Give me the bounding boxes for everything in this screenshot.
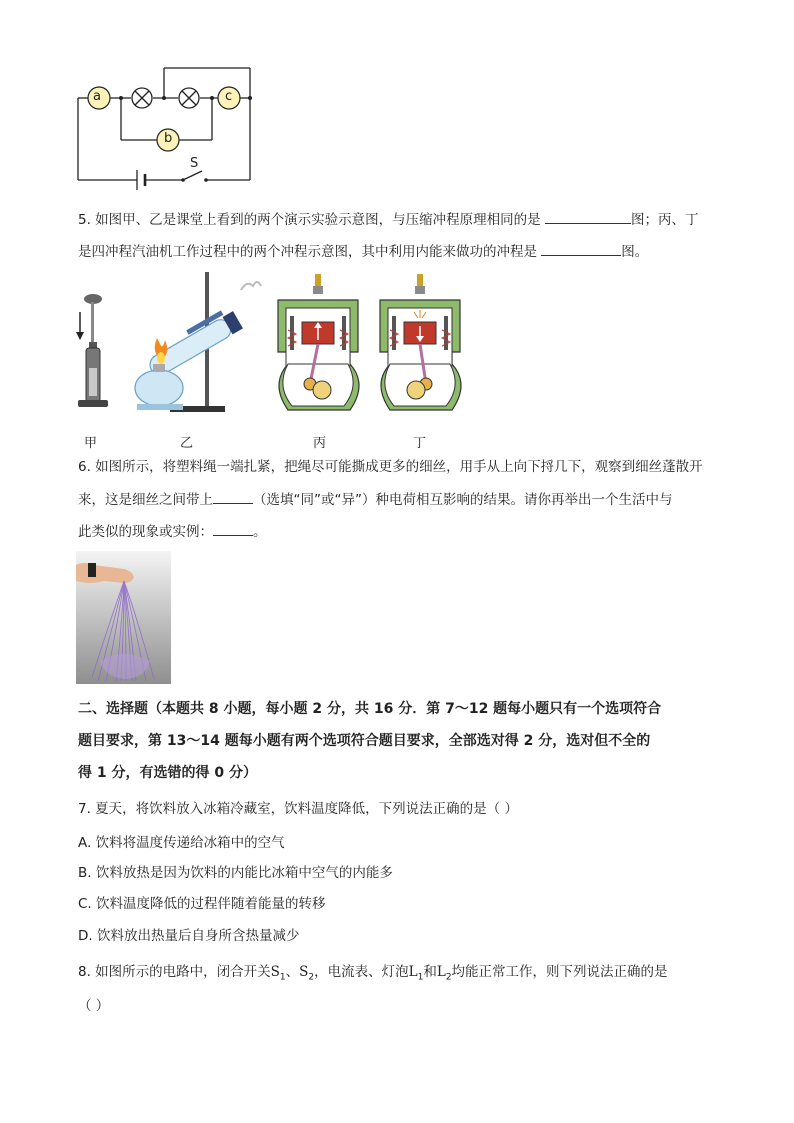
caption-bing: 丙 xyxy=(313,436,327,451)
q6-line-1: 6. 如图所示，将塑料绳一端扎紧，把绳尽可能撕成更多的细丝，用手从上向下捋几下，观察到细丝蓬散开 xyxy=(78,459,703,475)
section-2-heading-line-2: 题目要求，第 13～14 题每小题有两个选项符合题目要求，全部选对得 2 分，选对但不全的 xyxy=(78,733,651,749)
caption-ding: 丁 xyxy=(413,436,427,451)
q6-blank-2[interactable] xyxy=(213,521,253,536)
section-2-heading-line-1: 二、选择题（本题共 8 小题，每小题 2 分，共 16 分．第 7～12 题每小题只有一个选项符合 xyxy=(78,701,662,717)
q8-answer-parens: （ ） xyxy=(78,998,110,1014)
meter-c-label: c xyxy=(225,89,233,104)
figure-jia-air-piston xyxy=(74,290,114,415)
section-2-heading-line-3: 得 1 分，有选错的得 0 分） xyxy=(78,765,257,781)
q5-line-1: 5. 如图甲、乙是课堂上看到的两个演示实验示意图，与压缩冲程原理相同的是 图；丙、丁 xyxy=(78,209,698,230)
q7-option-c[interactable]: C. 饮料温度降低的过程伴随着能量的转移 xyxy=(78,896,326,912)
q6-blank-1[interactable] xyxy=(213,489,253,504)
circuit-diagram xyxy=(70,60,260,190)
q5-blank-1[interactable] xyxy=(545,209,631,224)
q6-line-3: 此类似的现象或实例： 。 xyxy=(78,521,267,542)
caption-jia: 甲 xyxy=(84,436,98,451)
photo-plastic-strands xyxy=(76,551,171,684)
switch-label: S xyxy=(190,156,199,171)
meter-a-label: a xyxy=(93,89,101,104)
q5-line-2: 是四冲程汽油机工作过程中的两个冲程示意图，其中利用内能来做功的冲程是 图。 xyxy=(78,241,648,262)
q7-option-a[interactable]: A. 饮料将温度传递给冰箱中的空气 xyxy=(78,835,285,851)
q7-stem: 7. 夏天，将饮料放入冰箱冷藏室，饮料温度降低，下列说法正确的是（ ） xyxy=(78,801,518,817)
figure-bing-engine-stroke xyxy=(272,272,364,418)
meter-b-label: b xyxy=(164,131,173,146)
q7-option-d[interactable]: D. 饮料放出热量后自身所含热量减少 xyxy=(78,928,300,944)
caption-yi: 乙 xyxy=(180,436,194,451)
q6-line-2: 来，这是细丝之间带上 （选填“同”或“异”）种电荷相互影响的结果。请你再举出一个生活中与 xyxy=(78,489,672,510)
q7-option-b[interactable]: B. 饮料放热是因为饮料的内能比冰箱中空气的内能多 xyxy=(78,865,393,881)
q5-blank-2[interactable] xyxy=(541,241,621,256)
figure-yi-test-tube-heating xyxy=(125,268,263,418)
figure-ding-engine-stroke xyxy=(374,272,466,418)
q8-stem: 8. 如图所示的电路中，闭合开关$S_1$、$S_2$，电流表、灯泡$L_1$和$L_2$均能正常工作，则下列说法正确的是 xyxy=(78,964,668,983)
